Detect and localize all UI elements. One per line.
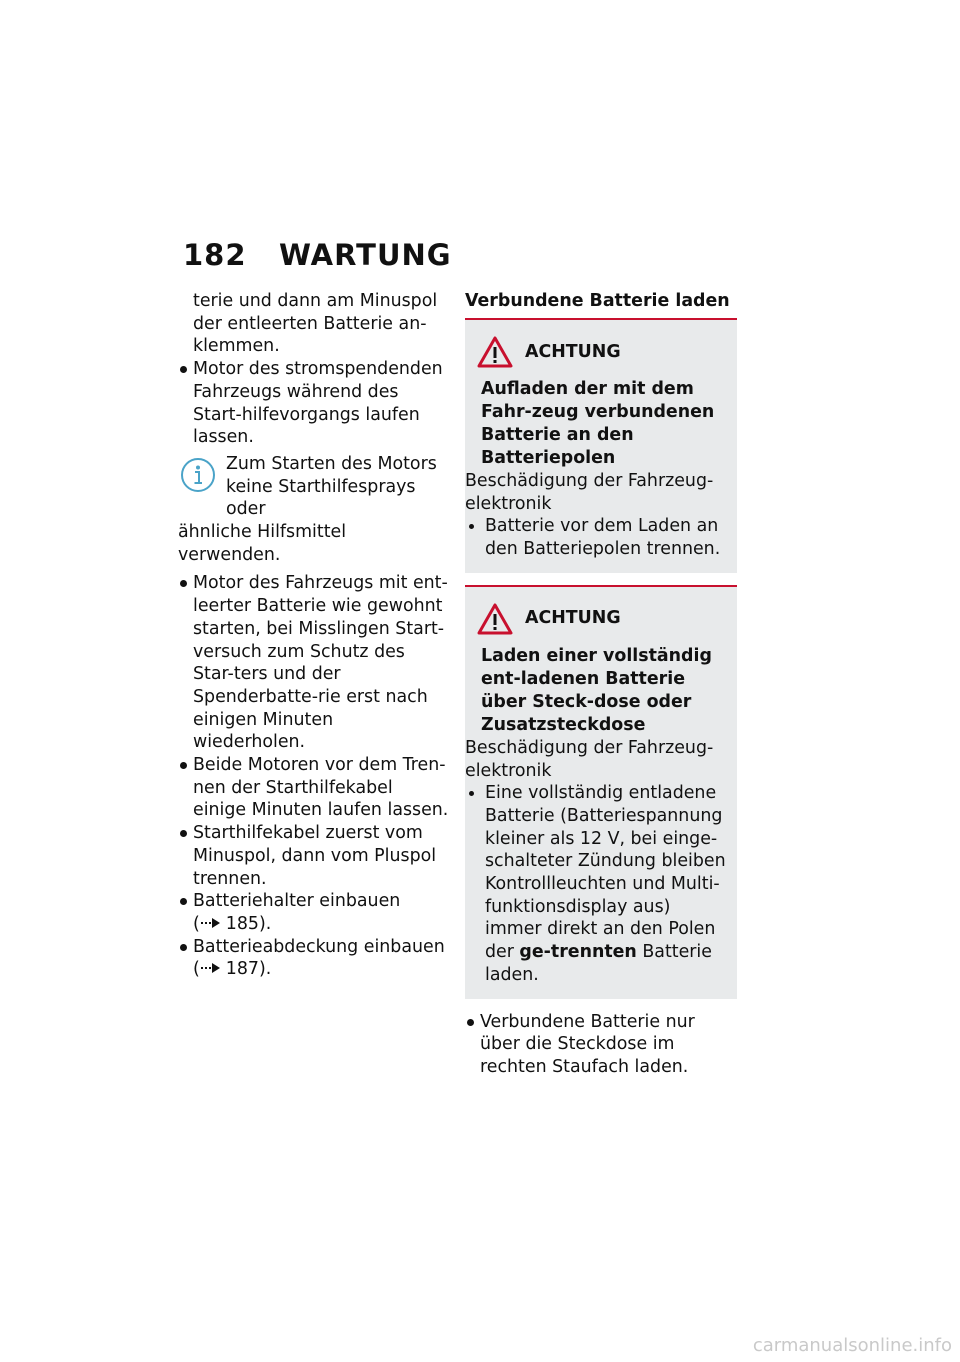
warning-triangle-icon [477, 336, 513, 368]
warning-header [477, 603, 727, 635]
bullet-item: Motor des stromspendenden Fahrzeugs während des Start-hilfevorgangs laufen lassen. [178, 358, 450, 449]
page-reference[interactable]: 185). [225, 913, 272, 934]
info-text-rest: ähnliche Hilfsmittel verwenden. [178, 522, 347, 565]
right-column [465, 290, 737, 1079]
section-title: WARTUNG [279, 238, 452, 272]
info-text-first: Zum Starten des Motors keine Starthilfesprays oder [226, 453, 437, 520]
section-subheading: Verbundene Batterie laden [465, 291, 730, 311]
warning-action: Batterie vor dem Laden an den Batteriepolen trennen. [465, 515, 727, 560]
page-reference[interactable]: 187). [225, 959, 272, 980]
bullet-item: Motor des Fahrzeugs mit ent-leerter Batterie wie gewohnt starten, bei Misslingen Start-versuch zum Schutz des Star-ters und der Spenderbatte-rie erst nach einigen Minuten wiederholen. [178, 572, 450, 754]
warning-heading: Aufladen der mit dem Fahr-zeug verbundenen Batterie an den Batteriepolen [481, 379, 715, 468]
warning-action-text: Batterie laden. [485, 942, 712, 985]
warning-box [465, 318, 737, 573]
warning-title: ACHTUNG [525, 341, 621, 362]
arrow-right-icon [200, 962, 222, 974]
bullet-item: Starthilfekabel zuerst vom Minuspol, dann vom Pluspol trennen. [178, 822, 450, 890]
warning-consequence: Beschädigung der Fahrzeug-elektronik [465, 737, 714, 781]
bullet-text: Batterieabdeckung einbauen [193, 936, 445, 957]
bullet-item: Beide Motoren vor dem Tren-nen der Starthilfekabel einige Minuten laufen lassen. [178, 754, 450, 822]
warning-action-text: Eine vollständig entladene Batterie (Batteriespannung kleiner als 12 V, bei einge-schalteter Zündung bleiben Kontrollleuchten und Multi-funktionsdisplay aus) immer direkt an den Polen der [485, 783, 726, 963]
info-note [178, 453, 450, 567]
warning-box [465, 585, 737, 999]
warning-action-bold: ge-trennten [519, 942, 637, 963]
warning-title: ACHTUNG [525, 608, 621, 629]
warning-action [465, 782, 727, 986]
warning-triangle-icon [477, 603, 513, 635]
bullet-item: Verbundene Batterie nur über die Steckdose im rechten Staufach laden. [465, 1011, 737, 1079]
continuation-text: terie und dann am Minuspol der entleerten Batterie an-klemmen. [193, 291, 438, 357]
watermark: carmanualsonline.info [752, 1335, 952, 1356]
page-header [183, 238, 452, 272]
warning-header [477, 336, 727, 368]
ref-paren: ( [193, 959, 200, 980]
ref-paren: ( [193, 913, 200, 934]
page-number: 182 [183, 238, 247, 272]
bullet-item [178, 936, 450, 981]
bullet-text: Batteriehalter einbauen [193, 891, 401, 912]
left-column [178, 290, 450, 981]
warning-heading: Laden einer vollständig ent-ladenen Batterie über Steck-dose oder Zusatzsteckdose [481, 645, 712, 735]
arrow-right-icon [200, 917, 222, 929]
bullet-item [178, 890, 450, 935]
warning-consequence: Beschädigung der Fahrzeug-elektronik [465, 471, 714, 514]
info-icon [180, 457, 216, 493]
